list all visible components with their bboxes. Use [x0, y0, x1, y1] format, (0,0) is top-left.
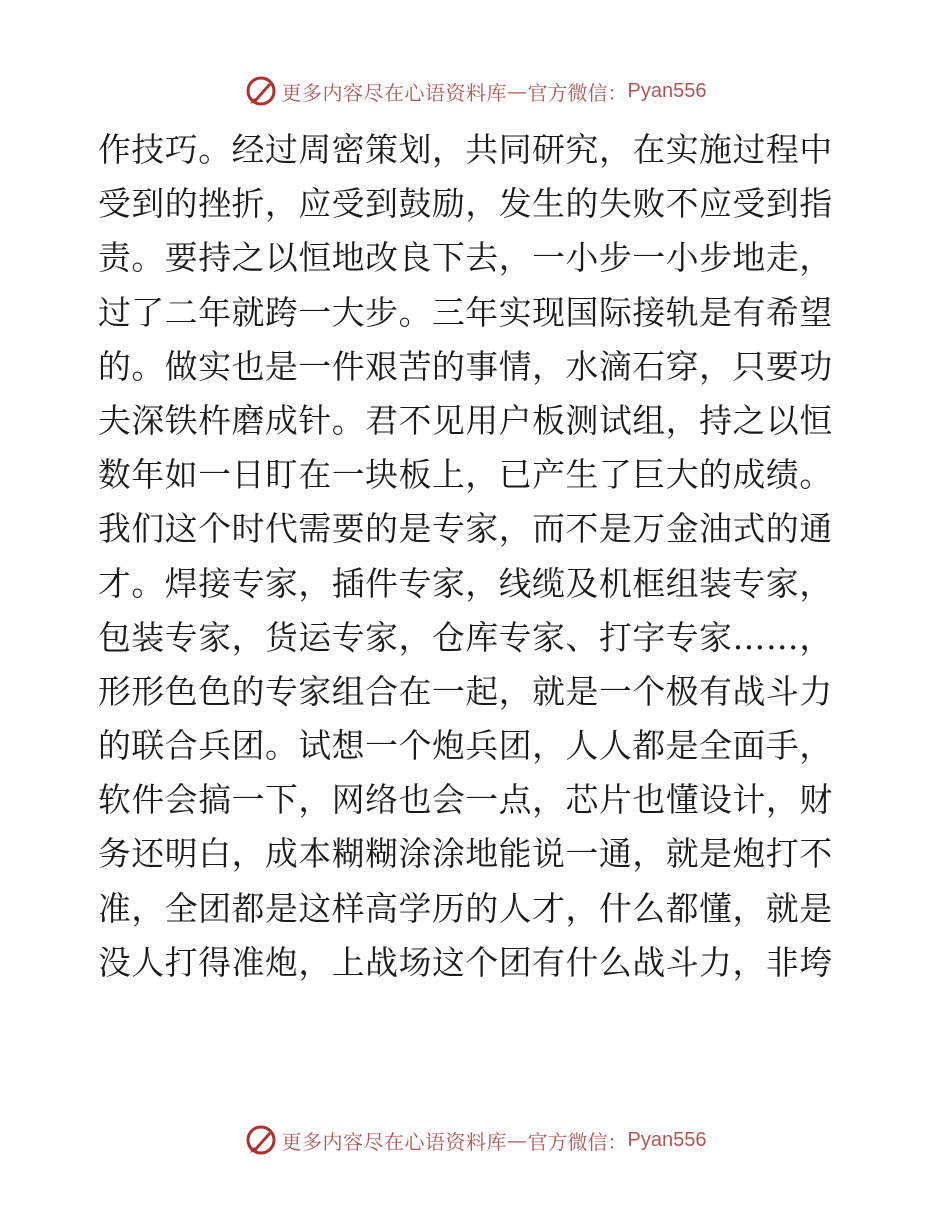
header-contact-label: 官方微信：	[527, 80, 628, 105]
body-line: 务还明白，成本糊糊涂涂地能说一通，就是炮打不	[98, 835, 833, 874]
header-separator: —	[507, 79, 528, 103]
body-line: 才。焊接专家，插件专家，线缆及机框组装专家，	[98, 564, 833, 603]
footer-separator: —	[507, 1128, 528, 1152]
body-line: 数年如一日盯在一块板上，已产生了巨大的成绩。	[98, 456, 833, 495]
footer-wechat-id: Pyan556	[627, 1128, 707, 1151]
body-line: 形形色色的专家组合在一起，就是一个极有战斗力	[98, 672, 833, 711]
body-line: 准，全团都是这样高学历的人才，什么都懂，就是	[98, 889, 833, 928]
body-line: 的。做实也是一件艰苦的事情，水滴石穿，只要功	[98, 347, 833, 386]
header-banner	[0, 71, 950, 111]
body-line: 作技巧。经过周密策划，共同研究，在实施过程中	[98, 131, 833, 169]
body-line: 夫深铁杵磨成针。君不见用户板测试组，持之以恒	[98, 401, 833, 440]
footer-brand-text: 更多内容尽在心语资料库	[281, 1129, 508, 1154]
body-line: 责。要持之以恒地改良下去，一小步一小步地走，	[98, 239, 833, 278]
quill-logo-icon	[244, 74, 278, 108]
body-line: 软件会搞一下，网络也会一点，芯片也懂设计，财	[98, 781, 833, 820]
footer-banner	[0, 1120, 950, 1160]
body-line: 包装专家，货运专家，仓库专家、打字专家……，	[98, 618, 833, 657]
body-line: 受到的挫折，应受到鼓励，发生的失败不应受到指	[98, 185, 833, 224]
header-brand-text: 更多内容尽在心语资料库	[281, 80, 508, 105]
quill-logo-icon	[244, 1123, 278, 1157]
body-line: 没人打得准炮，上战场这个团有什么战斗力，非垮	[98, 943, 833, 982]
body-line: 我们这个时代需要的是专家，而不是万金油式的通	[98, 510, 833, 549]
footer-contact-label: 官方微信：	[527, 1129, 628, 1154]
body-line: 的联合兵团。试想一个炮兵团，人人都是全面手，	[98, 727, 833, 766]
body-line: 过了二年就跨一大步。三年实现国际接轨是有希望	[98, 293, 833, 332]
header-wechat-id: Pyan556	[627, 79, 707, 102]
document-body	[98, 123, 858, 990]
